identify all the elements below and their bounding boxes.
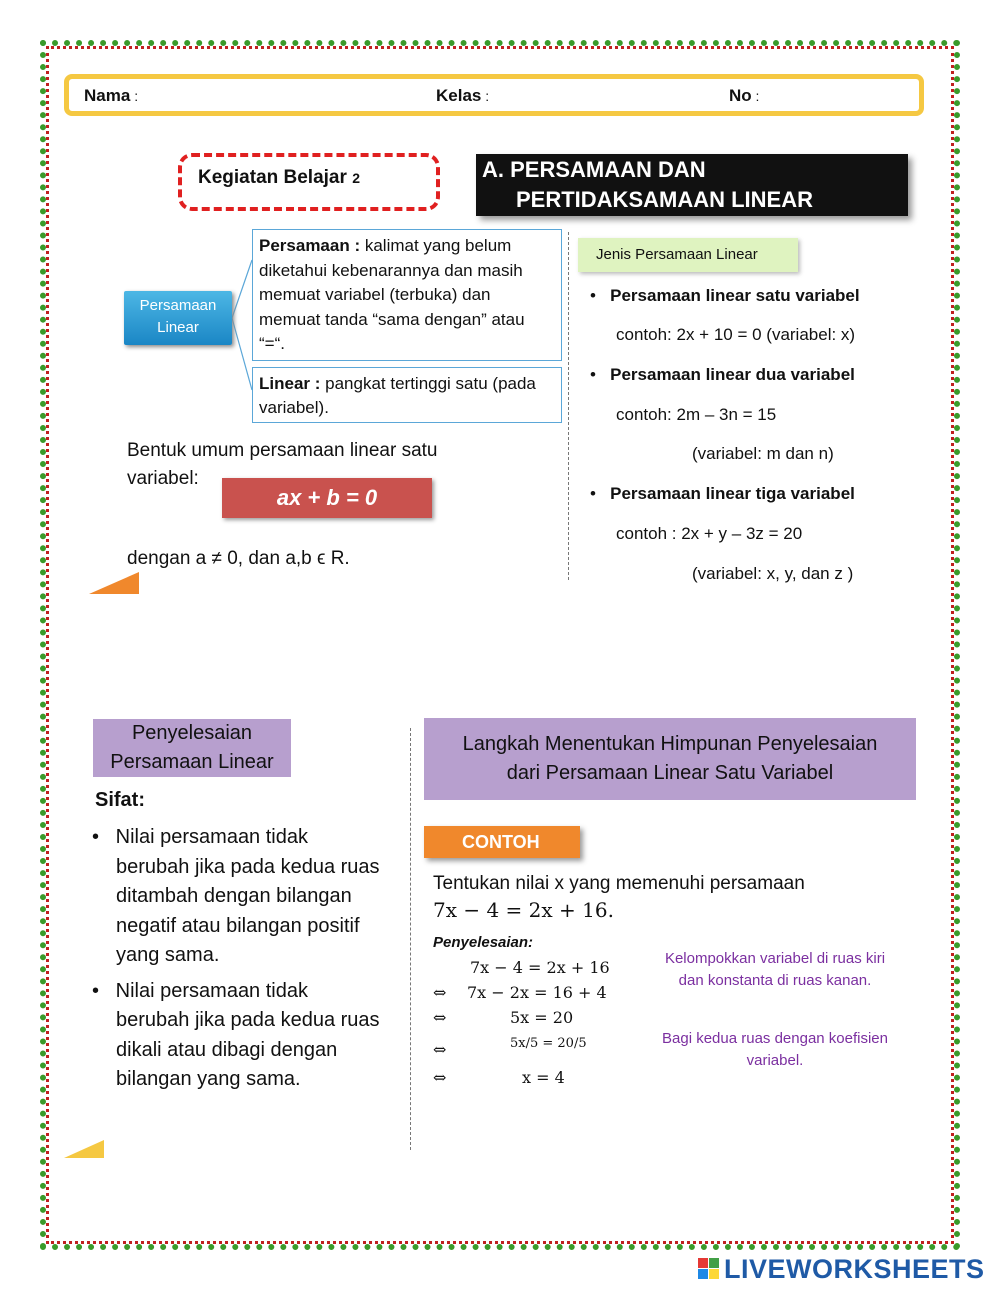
general-formula: ax + b = 0 [222, 478, 432, 518]
equivalence-arrow: ⇔ [433, 1008, 447, 1027]
section-title: A. PERSAMAAN DAN PERTIDAKSAMAAN LINEAR [476, 154, 908, 216]
contoh-tag: CONTOH [424, 826, 580, 858]
equivalence-arrow: ⇔ [433, 1068, 447, 1087]
jenis-item: • Persamaan linear tiga variabel [590, 484, 855, 503]
persamaan-linear-node: Persamaan Linear [124, 291, 232, 345]
corner-decoration [89, 572, 139, 594]
jenis-example: contoh: 2m – 3n = 15 [616, 405, 777, 424]
equivalence-arrow: ⇔ [433, 983, 447, 1002]
nama-label: Nama : [84, 86, 139, 105]
hint-divide: Bagi kedua ruas dengan koefisien variabel. [662, 1030, 888, 1069]
persamaan-definition: Persamaan : kalimat yang belum diketahui kebenarannya dan masih memuat variabel (terbuka) dan memuat tanda “sama dengan” atau “=“. [252, 229, 562, 361]
no-label: No : [729, 86, 760, 105]
sifat-heading: Sifat: [95, 789, 145, 811]
equivalence-arrow: ⇔ [433, 1040, 447, 1059]
sifat-item: • Nilai persamaan tidak berubah jika pada kedua ruas dikali atau dibagi dengan bilangan yang sama. [92, 979, 380, 1090]
jenis-item: • Persamaan linear satu variabel [590, 286, 860, 305]
sifat-list [92, 823, 382, 1101]
jenis-label: Jenis Persamaan Linear [578, 238, 798, 272]
general-form-text: Bentuk umum persamaan linear satu variabel: [127, 440, 438, 489]
liveworksheets-brand: LIVEWORKSHEETS [724, 1254, 985, 1284]
formula-condition: dengan a ≠ 0, dan a,b ϵ R. [127, 548, 350, 569]
hint-grouping: Kelompokkan variabel di ruas kiri dan konstanta di ruas kanan. [664, 950, 886, 989]
penyelesaian-title: Penyelesaian Persamaan Linear [93, 719, 291, 777]
jenis-example: contoh : 2x + y – 3z = 20 [616, 524, 803, 543]
kegiatan-belajar-box: Kegiatan Belajar 2 [178, 153, 440, 211]
linear-definition: Linear : pangkat tertinggi satu (pada variabel). [252, 367, 562, 423]
sifat-item: • Nilai persamaan tidak berubah jika pada kedua ruas ditambah dengan bilangan negatif atau bilangan positif yang sama. [92, 826, 380, 966]
kelas-label: Kelas : [436, 86, 490, 105]
solution-step: x = 4 [522, 1068, 565, 1087]
solution-step: 7x − 4 = 2x + 16 [470, 958, 610, 977]
jenis-variables: (variabel: m dan n) [692, 444, 834, 463]
penyelesaian-label: Penyelesaian: [433, 934, 534, 951]
langkah-title: Langkah Menentukan Himpunan Penyelesaian dari Persamaan Linear Satu Variabel [424, 718, 916, 800]
solution-step: 5x = 20 [510, 1008, 574, 1027]
jenis-example: contoh: 2x + 10 = 0 (variabel: x) [616, 325, 856, 344]
liveworksheets-logo [698, 1258, 720, 1280]
solution-step: 5x/5 = 20/5 [510, 1036, 587, 1051]
jenis-variables: (variabel: x, y, dan z ) [692, 564, 854, 583]
student-info-bar [64, 74, 924, 116]
corner-decoration [64, 1140, 104, 1158]
jenis-item: • Persamaan linear dua variabel [590, 365, 855, 384]
solution-step: 7x − 2x = 16 + 4 [467, 983, 607, 1002]
example-question: Tentukan nilai x yang memenuhi persamaan 7x − 4 = 2x + 16. [433, 873, 805, 922]
column-divider [568, 232, 569, 580]
column-divider [410, 728, 411, 1150]
